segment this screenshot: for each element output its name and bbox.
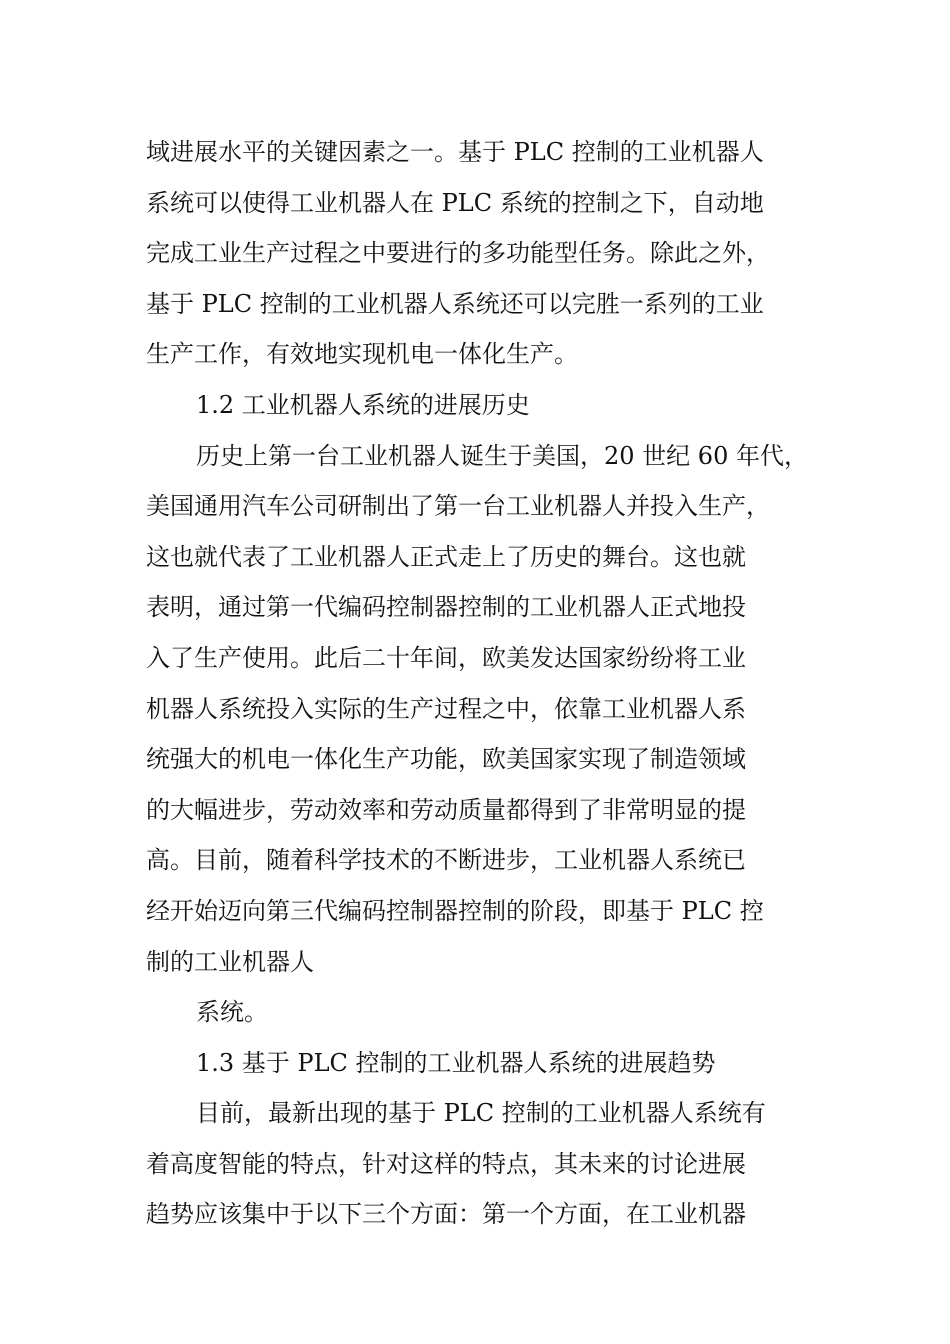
text-line: 的大幅进步，劳动效率和劳动质量都得到了非常明显的提 — [146, 795, 746, 824]
text-line: 制的工业机器人 — [146, 947, 314, 976]
text-line: 目前，最新出现的基于 PLC 控制的工业机器人系统有 — [196, 1099, 766, 1128]
text-line: 域进展水平的关键因素之一。基于 PLC 控制的工业机器人 — [146, 138, 764, 166]
text-line: 基于 PLC 控制的工业机器人系统还可以完胜一系列的工业 — [146, 289, 764, 318]
text-line: 完成工业生产过程之中要进行的多功能型任务。除此之外， — [146, 239, 770, 268]
text-line: 表明，通过第一代编码控制器控制的工业机器人正式地投 — [146, 593, 746, 622]
text-line: 趋势应该集中于以下三个方面：第一个方面，在工业机器 — [146, 1200, 746, 1229]
text-line: 经开始迈向第三代编码控制器控制的阶段，即基于 PLC 控 — [146, 896, 764, 925]
body-text — [146, 127, 826, 1240]
section-heading-1-2: 1.2 工业机器人系统的进展历史 — [196, 390, 530, 419]
text-line: 美国通用汽车公司研制出了第一台工业机器人并投入生产， — [146, 492, 770, 521]
text-line: 这也就代表了工业机器人正式走上了历史的舞台。这也就 — [146, 542, 746, 571]
text-line: 系统可以使得工业机器人在 PLC 系统的控制之下，自动地 — [146, 188, 764, 217]
text-line: 着高度智能的特点，针对这样的特点，其未来的讨论进展 — [146, 1149, 746, 1178]
text-line: 生产工作，有效地实现机电一体化生产。 — [146, 340, 578, 369]
section-heading-1-3: 1.3 基于 PLC 控制的工业机器人系统的进展趋势 — [196, 1048, 716, 1077]
text-line: 系统。 — [196, 998, 268, 1027]
text-line: 历史上第一台工业机器人诞生于美国，20 世纪 60 年代， — [196, 441, 808, 470]
text-line: 统强大的机电一体化生产功能，欧美国家实现了制造领域 — [146, 745, 746, 774]
text-line: 入了生产使用。此后二十年间，欧美发达国家纷纷将工业 — [146, 643, 746, 672]
text-line: 高。目前，随着科学技术的不断进步，工业机器人系统已 — [146, 846, 746, 875]
text-line: 机器人系统投入实际的生产过程之中，依靠工业机器人系 — [146, 694, 746, 723]
